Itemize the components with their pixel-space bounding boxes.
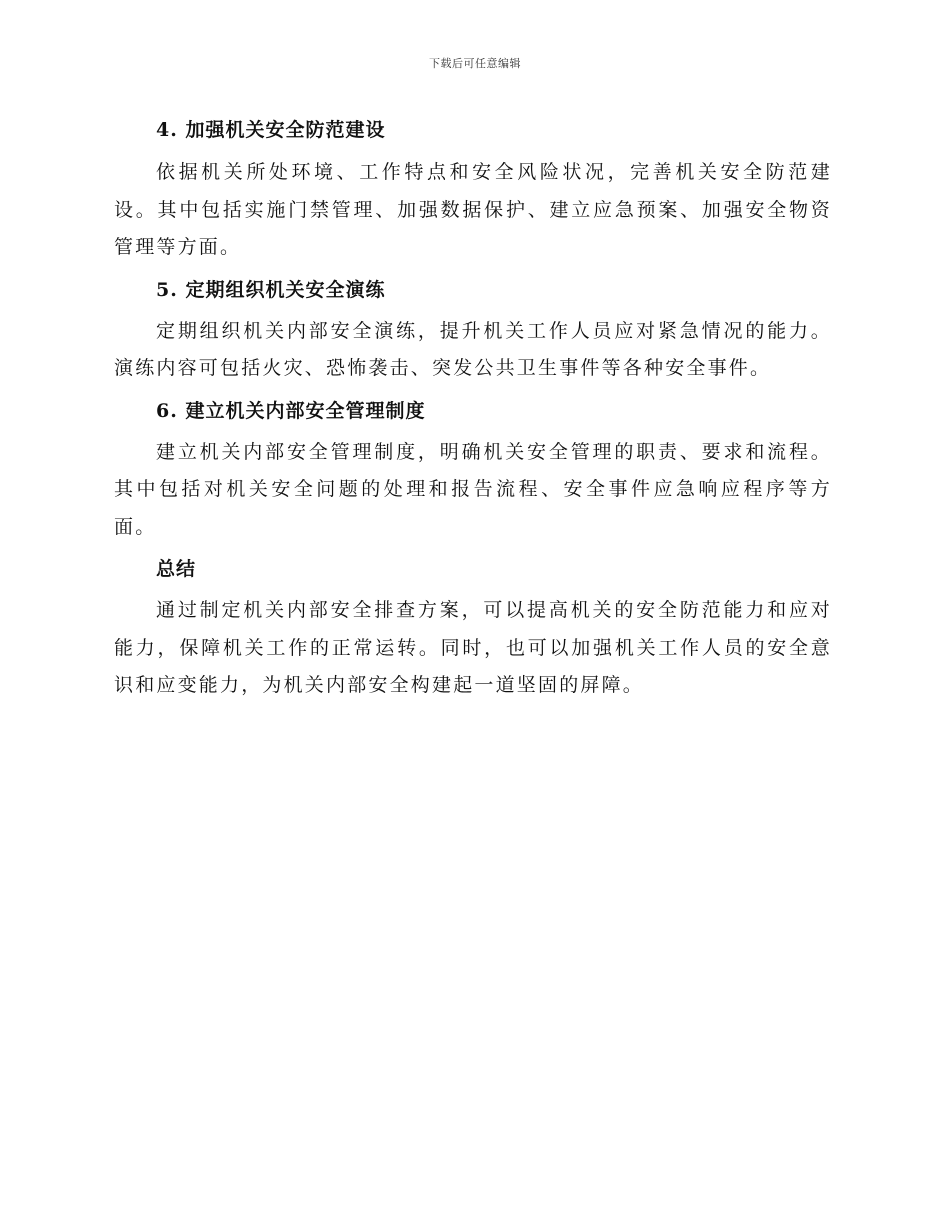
header-note: 下载后可任意编辑 bbox=[429, 57, 521, 70]
section-paragraph-security-drill: 定期组织机关内部安全演练，提升机关工作人员应对紧急情况的能力。演练内容可包括火灾、恐怖袭击、突发公共卫生事件等各种安全事件。 bbox=[114, 319, 832, 379]
section-heading-summary: 总结 bbox=[156, 558, 197, 580]
section-heading-security-drill: 5. 定期组织机关安全演练 bbox=[156, 278, 386, 301]
section-heading-management-system: 6. 建立机关内部安全管理制度 bbox=[156, 399, 426, 422]
section-paragraph-security-construction: 依据机关所处环境、工作特点和安全风险状况，完善机关安全防范建设。其中包括实施门禁管理、加强数据保护、建立应急预案、加强安全物资管理等方面。 bbox=[114, 161, 832, 258]
document-body bbox=[114, 112, 832, 705]
section-paragraph-management-system: 建立机关内部安全管理制度，明确机关安全管理的职责、要求和流程。其中包括对机关安全问题的处理和报告流程、安全事件应急响应程序等方面。 bbox=[114, 440, 832, 538]
section-heading-security-construction: 4. 加强机关安全防范建设 bbox=[156, 119, 386, 141]
section-paragraph-summary: 通过制定机关内部安全排查方案，可以提高机关的安全防范能力和应对能力，保障机关工作的正常运转。同时，也可以加强机关工作人员的安全意识和应变能力，为机关内部安全构建起一道坚固的屏障。 bbox=[114, 599, 832, 696]
